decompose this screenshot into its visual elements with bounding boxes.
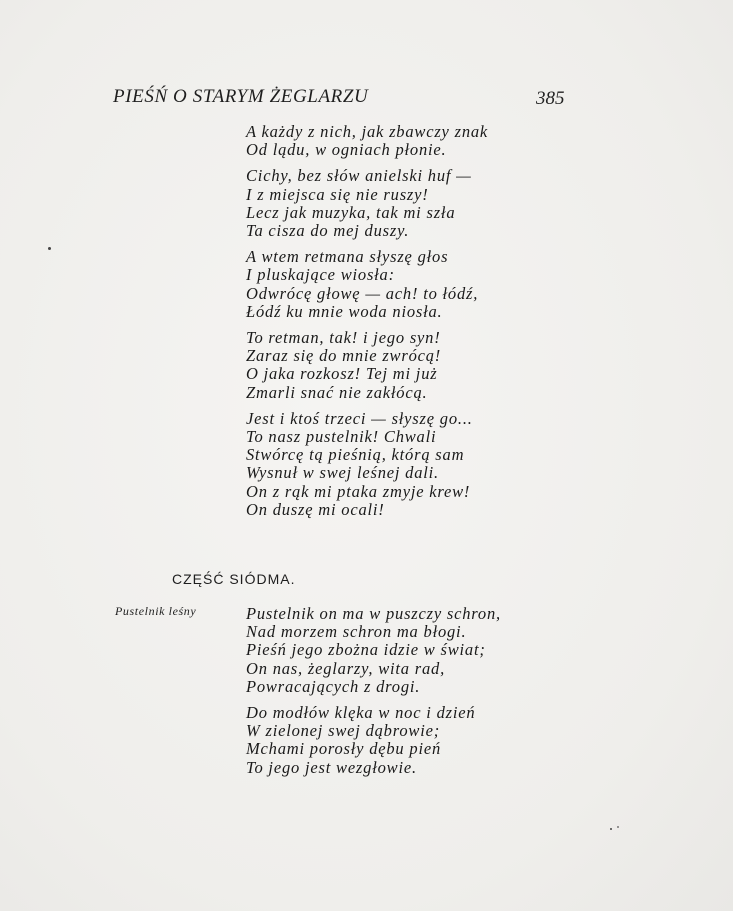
verse-line: Pustelnik on ma w puszczy schron, [246, 604, 501, 623]
verse-line: Łódź ku mnie woda niosła. [246, 301, 443, 321]
verse-line: On nas, żeglarzy, wita rad, [246, 658, 445, 678]
verse-line: To jego jest wezgłowie. [246, 757, 417, 777]
page-number: 385 [536, 88, 565, 109]
verse-line: Cichy, bez słów anielski huf — [246, 166, 472, 186]
verse-line: A wtem retmana słyszę głos [246, 247, 449, 267]
verse-line: On duszę mi ocali! [246, 499, 385, 519]
poem-part-two [246, 605, 576, 785]
stanza [246, 704, 576, 777]
verse-line: Zmarli snać nie zakłócą. [246, 382, 428, 402]
stanza [246, 248, 576, 321]
verse-line: A każdy z nich, jak zbawczy znak [246, 122, 489, 141]
poem-part-one [246, 123, 576, 527]
verse-line: Od lądu, w ogniach płonie. [246, 140, 447, 160]
verse-line: Do modłów klęka w noc i dzień [246, 703, 476, 723]
stanza [246, 605, 576, 696]
verse-line: On z rąk mi ptaka zmyje krew! [246, 481, 471, 501]
verse-line: Lecz jak muzyka, tak mi szła [246, 202, 456, 222]
verse-line: Stwórcę tą pieśnią, którą sam [246, 445, 465, 465]
verse-line: Odwrócę głowę — ach! to łódź, [246, 283, 479, 303]
verse-line: Ta cisza do mej duszy. [246, 221, 410, 241]
verse-line: To retman, tak! i jego syn! [246, 328, 441, 348]
verse-line: I z miejsca się nie ruszy! [246, 184, 429, 204]
verse-line: Pieśń jego zbożna idzie w świat; [246, 640, 486, 660]
verse-line: To nasz pustelnik! Chwali [246, 427, 437, 447]
verse-line: Zaraz się do mnie zwrócą! [246, 346, 442, 366]
verse-line: Jest i ktoś trzeci — słyszę go... [246, 408, 473, 428]
speaker-margin-note: Pustelnik leśny [115, 604, 197, 618]
ink-speck [48, 247, 51, 250]
verse-line: Wysnuł w swej leśnej dali. [246, 463, 439, 483]
stanza [246, 410, 576, 519]
stanza [246, 123, 576, 159]
section-heading: CZĘŚĆ SIÓDMA. [172, 571, 296, 587]
stanza [246, 329, 576, 402]
running-title: PIEŚŃ O STARYM ŻEGLARZU [113, 86, 369, 107]
verse-line: I pluskające wiosła: [246, 265, 395, 285]
verse-line: W zielonej swej dąbrowie; [246, 721, 440, 741]
ink-speck [610, 828, 612, 830]
stanza [246, 167, 576, 240]
verse-line: Nad morzem schron ma błogi. [246, 622, 467, 642]
verse-line: Powracających z drogi. [246, 676, 421, 696]
verse-line: O jaka rozkosz! Tej mi już [246, 364, 438, 384]
verse-line: Mchami porosły dębu pień [246, 739, 442, 759]
ink-speck [617, 826, 619, 828]
